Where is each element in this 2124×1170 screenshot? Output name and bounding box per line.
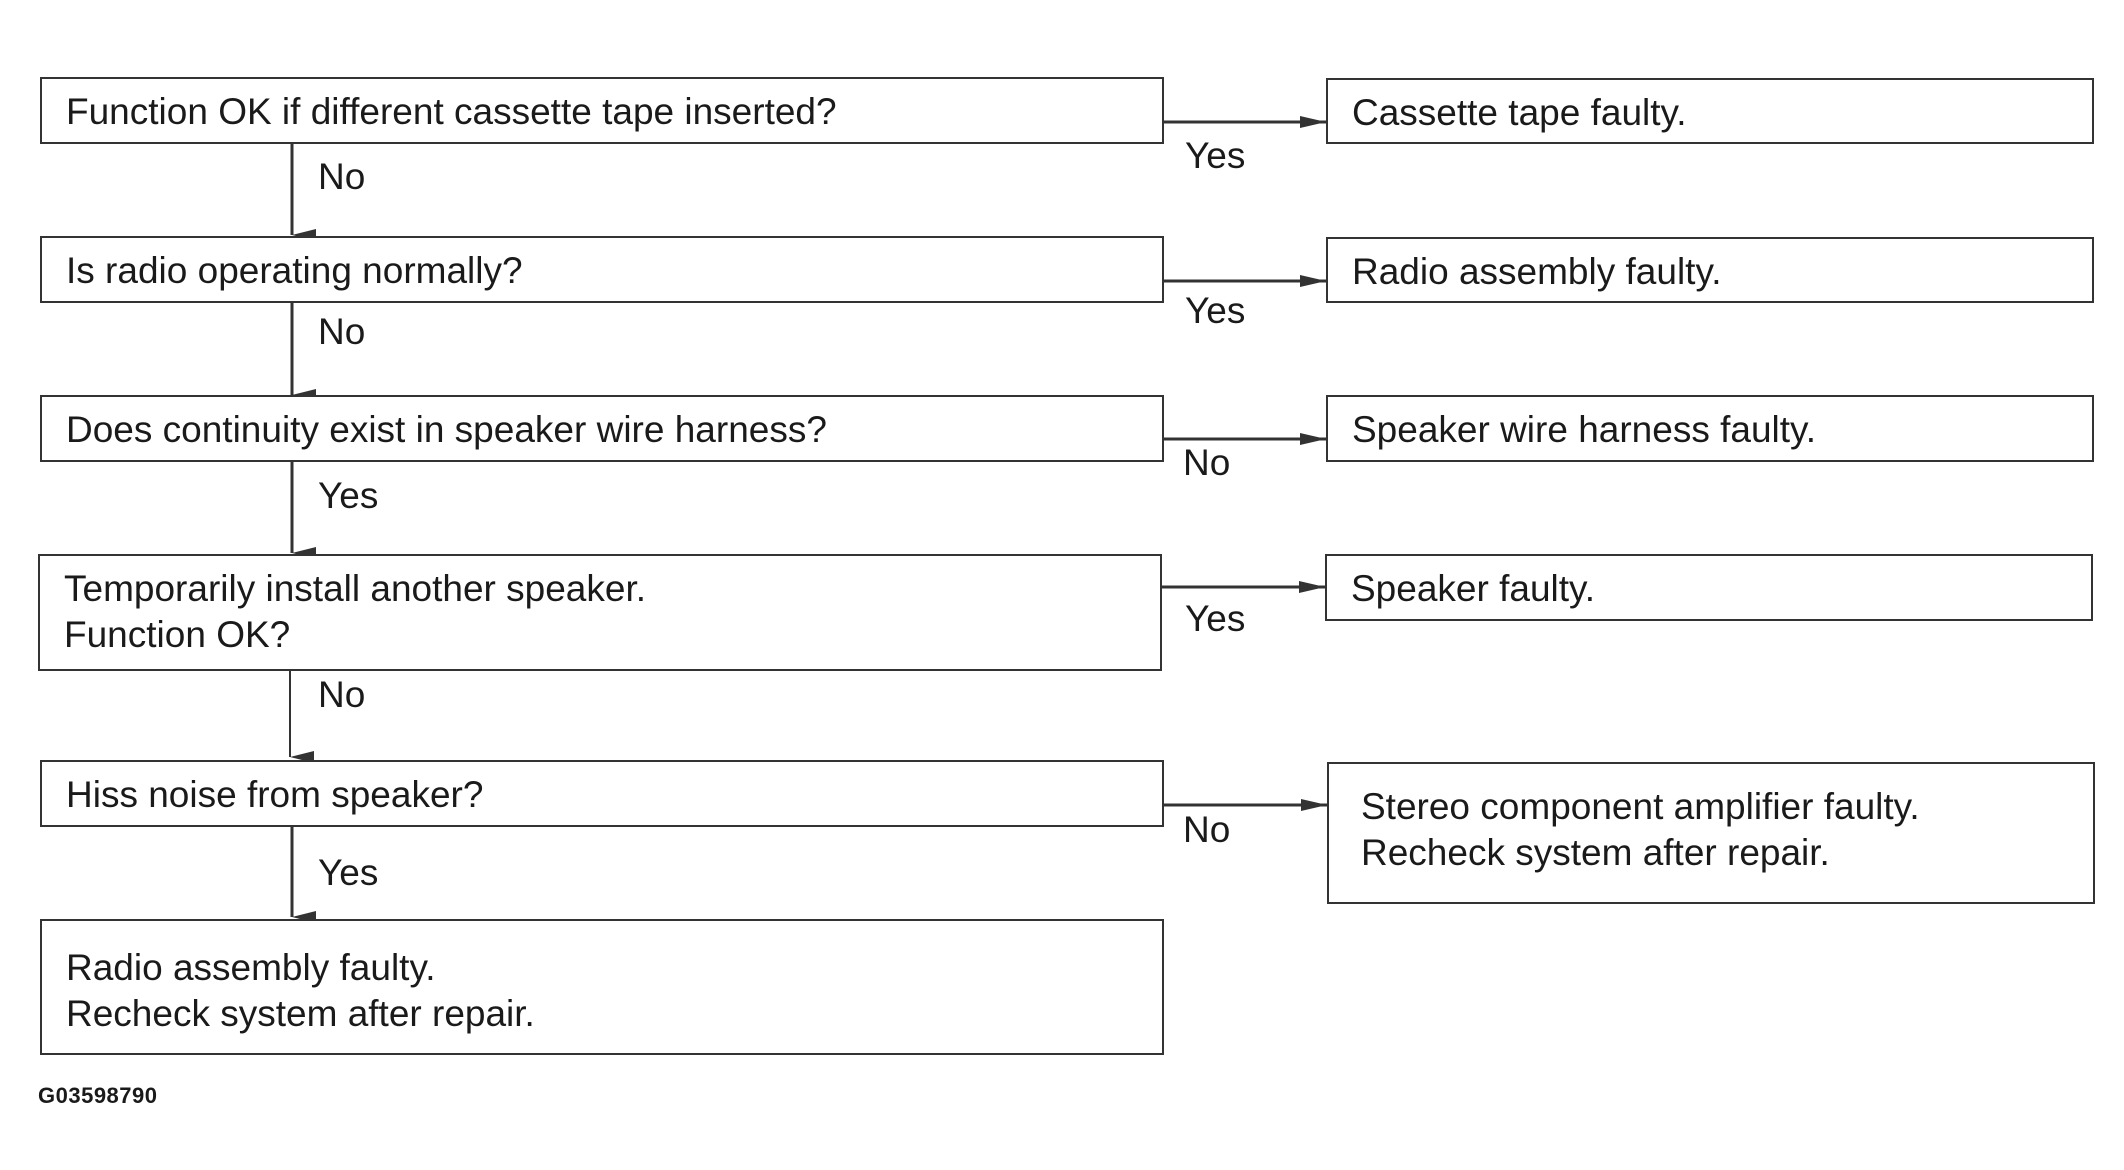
question-text: Function OK if different cassette tape inserted? (66, 91, 837, 132)
branch-label-yes: Yes (318, 475, 379, 516)
question-box-3 (40, 395, 1164, 462)
final-result-box (40, 919, 1164, 1055)
question-box-2 (40, 236, 1164, 303)
result-box-2 (1326, 237, 2094, 303)
final-result-text: Radio assembly faulty. (66, 947, 436, 988)
branch-label-no: No (1183, 809, 1231, 850)
result-text: Cassette tape faulty. (1352, 92, 1687, 133)
branch-label-yes: Yes (318, 852, 379, 893)
question-box-1 (40, 77, 1164, 144)
branch-label-no: No (318, 311, 366, 352)
final-result-text: Recheck system after repair. (66, 993, 535, 1034)
result-box-5 (1327, 762, 2095, 904)
question-text: Is radio operating normally? (66, 250, 523, 291)
branch-label-yes: Yes (1185, 135, 1246, 176)
result-box-3 (1326, 395, 2094, 462)
question-box-5 (40, 760, 1164, 827)
result-box-1 (1326, 78, 2094, 144)
result-box-4 (1325, 554, 2093, 621)
result-text: Speaker faulty. (1351, 568, 1596, 609)
result-text: Stereo component amplifier faulty. (1361, 786, 1920, 827)
question-text: Function OK? (64, 614, 291, 655)
question-text: Hiss noise from speaker? (66, 774, 484, 815)
branch-label-no: No (318, 674, 366, 715)
result-text: Radio assembly faulty. (1352, 251, 1722, 292)
result-text: Recheck system after repair. (1361, 832, 1830, 873)
branch-label-yes: Yes (1185, 598, 1246, 639)
question-box-4 (38, 554, 1162, 671)
question-text: Temporarily install another speaker. (64, 568, 647, 609)
branch-label-no: No (318, 156, 366, 197)
branch-label-no: No (1183, 442, 1231, 483)
question-text: Does continuity exist in speaker wire harness? (66, 409, 827, 450)
figure-code: G03598790 (38, 1083, 158, 1108)
result-text: Speaker wire harness faulty. (1352, 409, 1817, 450)
branch-label-yes: Yes (1185, 290, 1246, 331)
